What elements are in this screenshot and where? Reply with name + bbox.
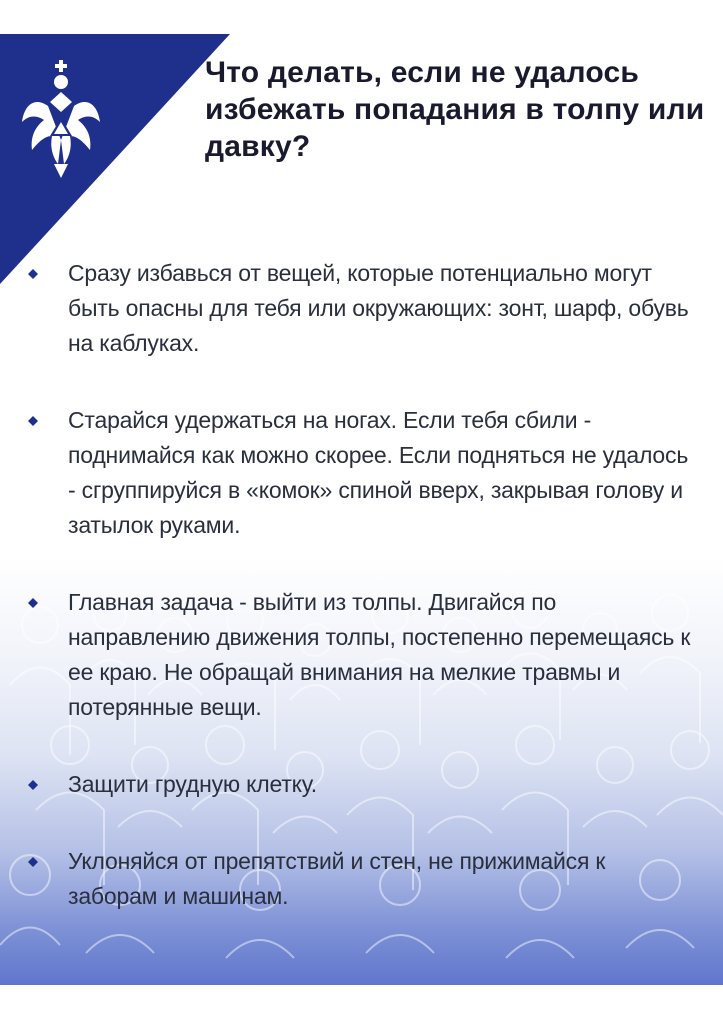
list-item-text: Главная задача - выйти из толпы. Двигайся по направлению движения толпы, постепенно перемещаясь к ее краю. Не обращай внимания на мелкие травмы и потерянные вещи. [68,589,691,720]
list-item [28,256,698,361]
diamond-bullet-icon [28,269,38,279]
diamond-bullet-icon [28,780,38,790]
diamond-bullet-icon [28,598,38,608]
list-item-text: Уклоняйся от препятствий и стен, не прижимайся к заборам и машинам. [68,848,606,909]
advice-list [28,256,698,914]
list-item [28,585,698,725]
diamond-bullet-icon [28,857,38,867]
diamond-bullet-icon [28,416,38,426]
page-title: Что делать, если не удалось избежать попадания в толпу или давку? [205,56,705,163]
list-item [28,844,698,914]
list-item-text: Старайся удержаться на ногах. Если тебя сбили - поднимайся как можно скорее. Если подняться не удалось - сгруппируйся в «комок» спиной вверх, закрывая голову и затылок руками. [68,407,689,538]
list-item-text: Сразу избавься от вещей, которые потенциально могут быть опасны для тебя или окружающих: зонт, шарф, обувь на каблуках. [68,260,689,356]
list-item [28,403,698,543]
safety-poster [0,34,723,985]
list-item-text: Защити грудную клетку. [68,771,317,797]
list-item [28,767,698,802]
emergency-ministry-emblem-icon [20,56,102,182]
